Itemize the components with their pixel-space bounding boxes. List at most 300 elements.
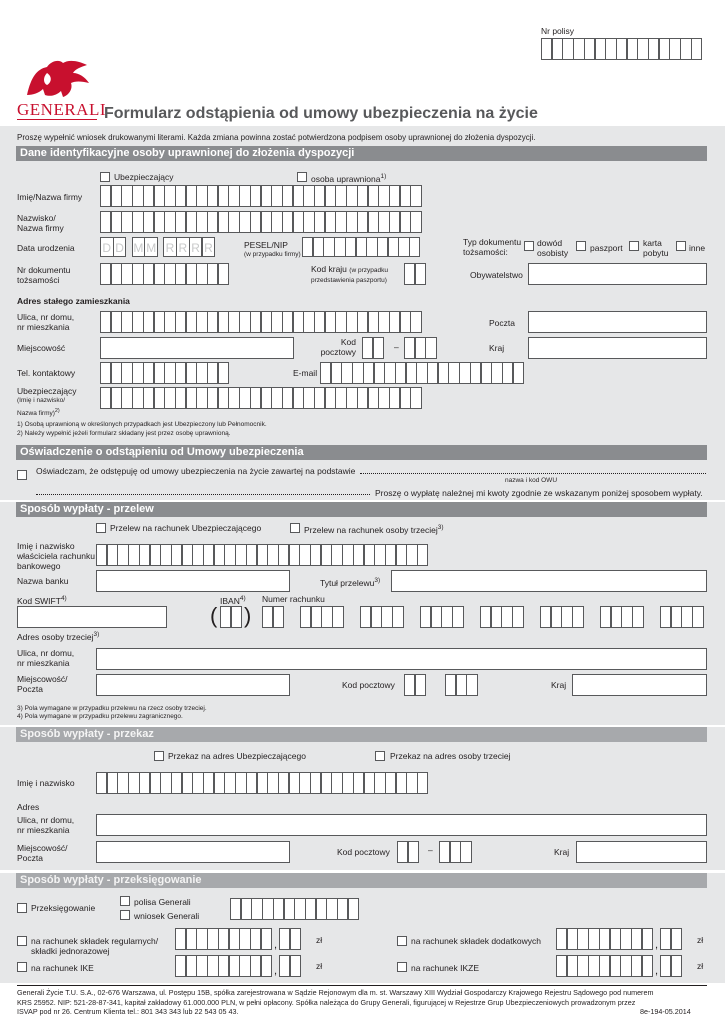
char-cell[interactable] bbox=[374, 544, 385, 566]
char-cell[interactable] bbox=[250, 185, 261, 207]
char-cell[interactable] bbox=[331, 544, 342, 566]
char-cell[interactable] bbox=[175, 263, 186, 285]
char-cell[interactable] bbox=[294, 898, 305, 920]
char-cell[interactable] bbox=[366, 237, 377, 257]
char-cell[interactable] bbox=[450, 841, 461, 863]
char-cell[interactable] bbox=[132, 263, 143, 285]
ike-cents[interactable] bbox=[279, 955, 300, 977]
char-cell[interactable] bbox=[384, 362, 395, 384]
char-cell[interactable] bbox=[331, 772, 342, 794]
char-cell[interactable] bbox=[111, 362, 122, 384]
char-cell[interactable] bbox=[425, 337, 436, 359]
char-cell[interactable] bbox=[445, 674, 456, 696]
char-cell[interactable] bbox=[331, 362, 342, 384]
passport-checkbox[interactable] bbox=[576, 241, 586, 251]
char-cell[interactable] bbox=[404, 674, 415, 696]
char-cell[interactable] bbox=[143, 263, 154, 285]
char-cell[interactable] bbox=[282, 185, 293, 207]
char-cell[interactable] bbox=[389, 387, 400, 409]
char-cell[interactable] bbox=[121, 311, 132, 333]
char-cell[interactable] bbox=[556, 928, 567, 950]
char-cell[interactable] bbox=[196, 211, 207, 233]
char-cell[interactable] bbox=[305, 898, 316, 920]
char-cell[interactable] bbox=[207, 387, 218, 409]
account-group-5[interactable] bbox=[480, 606, 523, 628]
char-cell[interactable] bbox=[196, 263, 207, 285]
char-cell[interactable] bbox=[388, 237, 399, 257]
char-cell[interactable] bbox=[164, 387, 175, 409]
char-cell[interactable] bbox=[107, 544, 118, 566]
char-cell[interactable] bbox=[310, 772, 321, 794]
char-cell[interactable] bbox=[128, 772, 139, 794]
char-cell[interactable] bbox=[610, 928, 621, 950]
char-cell[interactable] bbox=[220, 606, 231, 628]
char-cell[interactable] bbox=[164, 263, 175, 285]
account-group-1[interactable] bbox=[262, 606, 283, 628]
bank-name-input[interactable] bbox=[96, 570, 290, 592]
char-cell[interactable] bbox=[207, 211, 218, 233]
char-cell[interactable] bbox=[420, 606, 431, 628]
zip-first-input[interactable] bbox=[362, 337, 383, 359]
char-cell[interactable] bbox=[459, 362, 470, 384]
char-cell[interactable] bbox=[599, 928, 610, 950]
char-cell[interactable] bbox=[556, 955, 567, 977]
char-cell[interactable] bbox=[660, 928, 671, 950]
char-cell[interactable] bbox=[100, 362, 111, 384]
char-cell[interactable] bbox=[121, 387, 132, 409]
doc-number-input[interactable] bbox=[100, 263, 228, 285]
char-cell[interactable] bbox=[400, 311, 411, 333]
char-cell[interactable] bbox=[502, 362, 513, 384]
char-cell[interactable] bbox=[648, 38, 659, 60]
dob-cell[interactable]: D bbox=[100, 237, 114, 257]
char-cell[interactable] bbox=[659, 38, 670, 60]
char-cell[interactable] bbox=[470, 362, 481, 384]
citizenship-input[interactable] bbox=[528, 263, 707, 285]
char-cell[interactable] bbox=[239, 211, 250, 233]
char-cell[interactable] bbox=[100, 211, 111, 233]
char-cell[interactable] bbox=[239, 387, 250, 409]
char-cell[interactable] bbox=[164, 311, 175, 333]
generali-policy-checkbox[interactable] bbox=[120, 896, 130, 906]
char-cell[interactable] bbox=[143, 311, 154, 333]
char-cell[interactable] bbox=[229, 928, 240, 950]
char-cell[interactable] bbox=[356, 237, 367, 257]
char-cell[interactable] bbox=[250, 387, 261, 409]
char-cell[interactable] bbox=[373, 337, 384, 359]
char-cell[interactable] bbox=[218, 362, 229, 384]
char-cell[interactable] bbox=[273, 898, 284, 920]
char-cell[interactable] bbox=[96, 544, 107, 566]
email-input[interactable] bbox=[320, 362, 523, 384]
char-cell[interactable] bbox=[501, 606, 512, 628]
char-cell[interactable] bbox=[186, 311, 197, 333]
char-cell[interactable] bbox=[154, 185, 165, 207]
char-cell[interactable] bbox=[439, 841, 450, 863]
char-cell[interactable] bbox=[111, 185, 122, 207]
char-cell[interactable] bbox=[271, 211, 282, 233]
char-cell[interactable] bbox=[160, 544, 171, 566]
char-cell[interactable] bbox=[261, 211, 272, 233]
char-cell[interactable] bbox=[239, 311, 250, 333]
char-cell[interactable] bbox=[551, 606, 562, 628]
char-cell[interactable] bbox=[160, 772, 171, 794]
char-cell[interactable] bbox=[334, 237, 345, 257]
char-cell[interactable] bbox=[577, 928, 588, 950]
other-id-checkbox[interactable] bbox=[676, 241, 686, 251]
char-cell[interactable] bbox=[299, 544, 310, 566]
char-cell[interactable] bbox=[261, 955, 272, 977]
char-cell[interactable] bbox=[417, 772, 428, 794]
tp-zip-first[interactable] bbox=[404, 674, 425, 696]
char-cell[interactable] bbox=[400, 387, 411, 409]
char-cell[interactable] bbox=[303, 185, 314, 207]
char-cell[interactable] bbox=[346, 211, 357, 233]
char-cell[interactable] bbox=[186, 185, 197, 207]
regular-premium-cents[interactable] bbox=[279, 928, 300, 950]
char-cell[interactable] bbox=[378, 311, 389, 333]
char-cell[interactable] bbox=[218, 955, 229, 977]
rebooking-checkbox[interactable] bbox=[17, 903, 27, 913]
char-cell[interactable] bbox=[111, 263, 122, 285]
char-cell[interactable] bbox=[671, 928, 682, 950]
char-cell[interactable] bbox=[680, 38, 691, 60]
char-cell[interactable] bbox=[271, 185, 282, 207]
char-cell[interactable] bbox=[378, 387, 389, 409]
char-cell[interactable] bbox=[409, 237, 420, 257]
char-cell[interactable] bbox=[389, 211, 400, 233]
char-cell[interactable] bbox=[175, 362, 186, 384]
char-cell[interactable] bbox=[100, 263, 111, 285]
char-cell[interactable] bbox=[323, 237, 334, 257]
char-cell[interactable] bbox=[364, 772, 375, 794]
tp-city-input[interactable] bbox=[96, 674, 290, 696]
char-cell[interactable] bbox=[302, 237, 313, 257]
char-cell[interactable] bbox=[171, 544, 182, 566]
char-cell[interactable] bbox=[239, 928, 250, 950]
char-cell[interactable] bbox=[175, 211, 186, 233]
country-input[interactable] bbox=[528, 337, 707, 359]
char-cell[interactable] bbox=[218, 263, 229, 285]
char-cell[interactable] bbox=[332, 606, 343, 628]
char-cell[interactable] bbox=[632, 606, 643, 628]
account-group-6[interactable] bbox=[540, 606, 583, 628]
char-cell[interactable] bbox=[186, 211, 197, 233]
city-input[interactable] bbox=[100, 337, 294, 359]
char-cell[interactable] bbox=[278, 544, 289, 566]
ike-amount[interactable] bbox=[175, 955, 271, 977]
owu-line-2[interactable] bbox=[36, 494, 370, 495]
char-cell[interactable] bbox=[228, 211, 239, 233]
char-cell[interactable] bbox=[121, 185, 132, 207]
char-cell[interactable] bbox=[335, 185, 346, 207]
char-cell[interactable] bbox=[588, 928, 599, 950]
mo-street-input[interactable] bbox=[96, 814, 707, 836]
char-cell[interactable] bbox=[314, 387, 325, 409]
char-cell[interactable] bbox=[385, 544, 396, 566]
char-cell[interactable] bbox=[139, 772, 150, 794]
char-cell[interactable] bbox=[398, 237, 409, 257]
char-cell[interactable] bbox=[164, 362, 175, 384]
transfer-policyholder-checkbox[interactable] bbox=[96, 523, 106, 533]
char-cell[interactable] bbox=[392, 606, 403, 628]
char-cell[interactable] bbox=[610, 955, 621, 977]
char-cell[interactable] bbox=[284, 898, 295, 920]
char-cell[interactable] bbox=[293, 185, 304, 207]
post-office-input[interactable] bbox=[528, 311, 707, 333]
pesel-input[interactable] bbox=[302, 237, 420, 257]
char-cell[interactable] bbox=[218, 928, 229, 950]
char-cell[interactable] bbox=[224, 544, 235, 566]
policyholder-checkbox[interactable] bbox=[100, 172, 110, 182]
ikze-cents[interactable] bbox=[660, 955, 681, 977]
char-cell[interactable] bbox=[164, 185, 175, 207]
rebook-number-input[interactable] bbox=[230, 898, 358, 920]
char-cell[interactable] bbox=[357, 211, 368, 233]
char-cell[interactable] bbox=[279, 928, 290, 950]
char-cell[interactable] bbox=[282, 211, 293, 233]
char-cell[interactable] bbox=[235, 772, 246, 794]
char-cell[interactable] bbox=[267, 772, 278, 794]
surname-input[interactable] bbox=[100, 211, 421, 233]
char-cell[interactable] bbox=[611, 606, 622, 628]
char-cell[interactable] bbox=[196, 955, 207, 977]
char-cell[interactable] bbox=[326, 898, 337, 920]
char-cell[interactable] bbox=[346, 387, 357, 409]
char-cell[interactable] bbox=[186, 955, 197, 977]
char-cell[interactable] bbox=[573, 38, 584, 60]
char-cell[interactable] bbox=[143, 211, 154, 233]
char-cell[interactable] bbox=[562, 38, 573, 60]
char-cell[interactable] bbox=[378, 211, 389, 233]
char-cell[interactable] bbox=[250, 955, 261, 977]
char-cell[interactable] bbox=[335, 387, 346, 409]
char-cell[interactable] bbox=[368, 311, 379, 333]
char-cell[interactable] bbox=[599, 955, 610, 977]
residence-card-checkbox[interactable] bbox=[629, 241, 639, 251]
char-cell[interactable] bbox=[186, 362, 197, 384]
char-cell[interactable] bbox=[660, 606, 671, 628]
money-order-third-party-checkbox[interactable] bbox=[375, 751, 385, 761]
authorized-person-checkbox[interactable] bbox=[297, 172, 307, 182]
char-cell[interactable] bbox=[410, 185, 421, 207]
withdrawal-checkbox[interactable] bbox=[17, 470, 27, 480]
char-cell[interactable] bbox=[417, 544, 428, 566]
char-cell[interactable] bbox=[182, 544, 193, 566]
char-cell[interactable] bbox=[513, 362, 524, 384]
char-cell[interactable] bbox=[175, 928, 186, 950]
char-cell[interactable] bbox=[313, 237, 324, 257]
char-cell[interactable] bbox=[631, 928, 642, 950]
id-card-checkbox[interactable] bbox=[524, 241, 534, 251]
char-cell[interactable] bbox=[427, 362, 438, 384]
char-cell[interactable] bbox=[491, 362, 502, 384]
char-cell[interactable] bbox=[241, 898, 252, 920]
char-cell[interactable] bbox=[389, 311, 400, 333]
char-cell[interactable] bbox=[132, 185, 143, 207]
account-group-8[interactable] bbox=[660, 606, 703, 628]
char-cell[interactable] bbox=[150, 544, 161, 566]
char-cell[interactable] bbox=[154, 263, 165, 285]
char-cell[interactable] bbox=[143, 387, 154, 409]
char-cell[interactable] bbox=[368, 185, 379, 207]
zip-second-input[interactable] bbox=[404, 337, 436, 359]
char-cell[interactable] bbox=[448, 362, 459, 384]
char-cell[interactable] bbox=[229, 955, 240, 977]
char-cell[interactable] bbox=[406, 544, 417, 566]
char-cell[interactable] bbox=[481, 362, 492, 384]
char-cell[interactable] bbox=[362, 337, 373, 359]
char-cell[interactable] bbox=[406, 772, 417, 794]
char-cell[interactable] bbox=[466, 674, 477, 696]
char-cell[interactable] bbox=[348, 898, 359, 920]
char-cell[interactable] bbox=[257, 544, 268, 566]
char-cell[interactable] bbox=[396, 544, 407, 566]
char-cell[interactable] bbox=[239, 955, 250, 977]
transfer-title-input[interactable] bbox=[391, 570, 707, 592]
char-cell[interactable] bbox=[192, 544, 203, 566]
char-cell[interactable] bbox=[491, 606, 502, 628]
char-cell[interactable] bbox=[300, 606, 311, 628]
char-cell[interactable] bbox=[588, 955, 599, 977]
char-cell[interactable] bbox=[132, 211, 143, 233]
tp-country-input[interactable] bbox=[572, 674, 707, 696]
char-cell[interactable] bbox=[261, 311, 272, 333]
char-cell[interactable] bbox=[357, 185, 368, 207]
char-cell[interactable] bbox=[228, 311, 239, 333]
char-cell[interactable] bbox=[396, 772, 407, 794]
char-cell[interactable] bbox=[480, 606, 491, 628]
char-cell[interactable] bbox=[279, 955, 290, 977]
char-cell[interactable] bbox=[512, 606, 523, 628]
country-code-input[interactable] bbox=[404, 263, 425, 285]
char-cell[interactable] bbox=[224, 772, 235, 794]
char-cell[interactable] bbox=[230, 898, 241, 920]
char-cell[interactable] bbox=[620, 955, 631, 977]
char-cell[interactable] bbox=[368, 211, 379, 233]
char-cell[interactable] bbox=[374, 362, 385, 384]
account-group-4[interactable] bbox=[420, 606, 463, 628]
char-cell[interactable] bbox=[368, 387, 379, 409]
char-cell[interactable] bbox=[154, 362, 165, 384]
mo-name-input[interactable] bbox=[96, 772, 428, 794]
char-cell[interactable] bbox=[100, 311, 111, 333]
char-cell[interactable] bbox=[207, 263, 218, 285]
char-cell[interactable] bbox=[303, 387, 314, 409]
char-cell[interactable] bbox=[541, 38, 552, 60]
char-cell[interactable] bbox=[303, 311, 314, 333]
char-cell[interactable] bbox=[404, 263, 415, 285]
generali-application-checkbox[interactable] bbox=[120, 910, 130, 920]
char-cell[interactable] bbox=[552, 38, 563, 60]
char-cell[interactable] bbox=[395, 362, 406, 384]
char-cell[interactable] bbox=[303, 211, 314, 233]
char-cell[interactable] bbox=[121, 211, 132, 233]
char-cell[interactable] bbox=[631, 955, 642, 977]
char-cell[interactable] bbox=[353, 544, 364, 566]
char-cell[interactable] bbox=[577, 955, 588, 977]
account-group-2[interactable] bbox=[300, 606, 343, 628]
char-cell[interactable] bbox=[314, 311, 325, 333]
char-cell[interactable] bbox=[207, 955, 218, 977]
char-cell[interactable] bbox=[540, 606, 551, 628]
char-cell[interactable] bbox=[250, 928, 261, 950]
tp-street-input[interactable] bbox=[96, 648, 707, 670]
char-cell[interactable] bbox=[416, 362, 427, 384]
char-cell[interactable] bbox=[218, 211, 229, 233]
char-cell[interactable] bbox=[128, 544, 139, 566]
policyholder-name-input[interactable] bbox=[100, 387, 421, 409]
char-cell[interactable] bbox=[111, 387, 122, 409]
char-cell[interactable] bbox=[408, 841, 419, 863]
char-cell[interactable] bbox=[214, 544, 225, 566]
char-cell[interactable] bbox=[290, 955, 301, 977]
char-cell[interactable] bbox=[290, 928, 301, 950]
char-cell[interactable] bbox=[561, 606, 572, 628]
char-cell[interactable] bbox=[325, 387, 336, 409]
char-cell[interactable] bbox=[371, 606, 382, 628]
char-cell[interactable] bbox=[261, 387, 272, 409]
street-input[interactable] bbox=[100, 311, 421, 333]
char-cell[interactable] bbox=[250, 211, 261, 233]
additional-premium-amount[interactable] bbox=[556, 928, 652, 950]
char-cell[interactable] bbox=[621, 606, 632, 628]
char-cell[interactable] bbox=[627, 38, 638, 60]
additional-premium-checkbox[interactable] bbox=[397, 936, 407, 946]
char-cell[interactable] bbox=[228, 185, 239, 207]
char-cell[interactable] bbox=[164, 211, 175, 233]
char-cell[interactable] bbox=[381, 606, 392, 628]
char-cell[interactable] bbox=[316, 898, 327, 920]
char-cell[interactable] bbox=[410, 387, 421, 409]
char-cell[interactable] bbox=[246, 544, 257, 566]
char-cell[interactable] bbox=[251, 898, 262, 920]
char-cell[interactable] bbox=[250, 311, 261, 333]
char-cell[interactable] bbox=[203, 544, 214, 566]
char-cell[interactable] bbox=[314, 211, 325, 233]
char-cell[interactable] bbox=[681, 606, 692, 628]
char-cell[interactable] bbox=[107, 772, 118, 794]
char-cell[interactable] bbox=[203, 772, 214, 794]
char-cell[interactable] bbox=[637, 38, 648, 60]
char-cell[interactable] bbox=[346, 185, 357, 207]
char-cell[interactable] bbox=[404, 337, 415, 359]
dob-cell[interactable]: R bbox=[163, 237, 177, 257]
char-cell[interactable] bbox=[282, 311, 293, 333]
char-cell[interactable] bbox=[196, 185, 207, 207]
additional-premium-cents[interactable] bbox=[660, 928, 681, 950]
char-cell[interactable] bbox=[207, 362, 218, 384]
char-cell[interactable] bbox=[196, 928, 207, 950]
char-cell[interactable] bbox=[96, 772, 107, 794]
char-cell[interactable] bbox=[261, 928, 272, 950]
char-cell[interactable] bbox=[567, 955, 578, 977]
char-cell[interactable] bbox=[182, 772, 193, 794]
char-cell[interactable] bbox=[397, 841, 408, 863]
dob-cell[interactable]: R bbox=[176, 237, 190, 257]
char-cell[interactable] bbox=[345, 237, 356, 257]
char-cell[interactable] bbox=[325, 211, 336, 233]
account-group-3[interactable] bbox=[360, 606, 403, 628]
char-cell[interactable] bbox=[389, 185, 400, 207]
char-cell[interactable] bbox=[572, 606, 583, 628]
phone-input[interactable] bbox=[100, 362, 228, 384]
char-cell[interactable] bbox=[595, 38, 606, 60]
char-cell[interactable] bbox=[139, 544, 150, 566]
char-cell[interactable] bbox=[262, 606, 273, 628]
char-cell[interactable] bbox=[341, 362, 352, 384]
char-cell[interactable] bbox=[352, 362, 363, 384]
